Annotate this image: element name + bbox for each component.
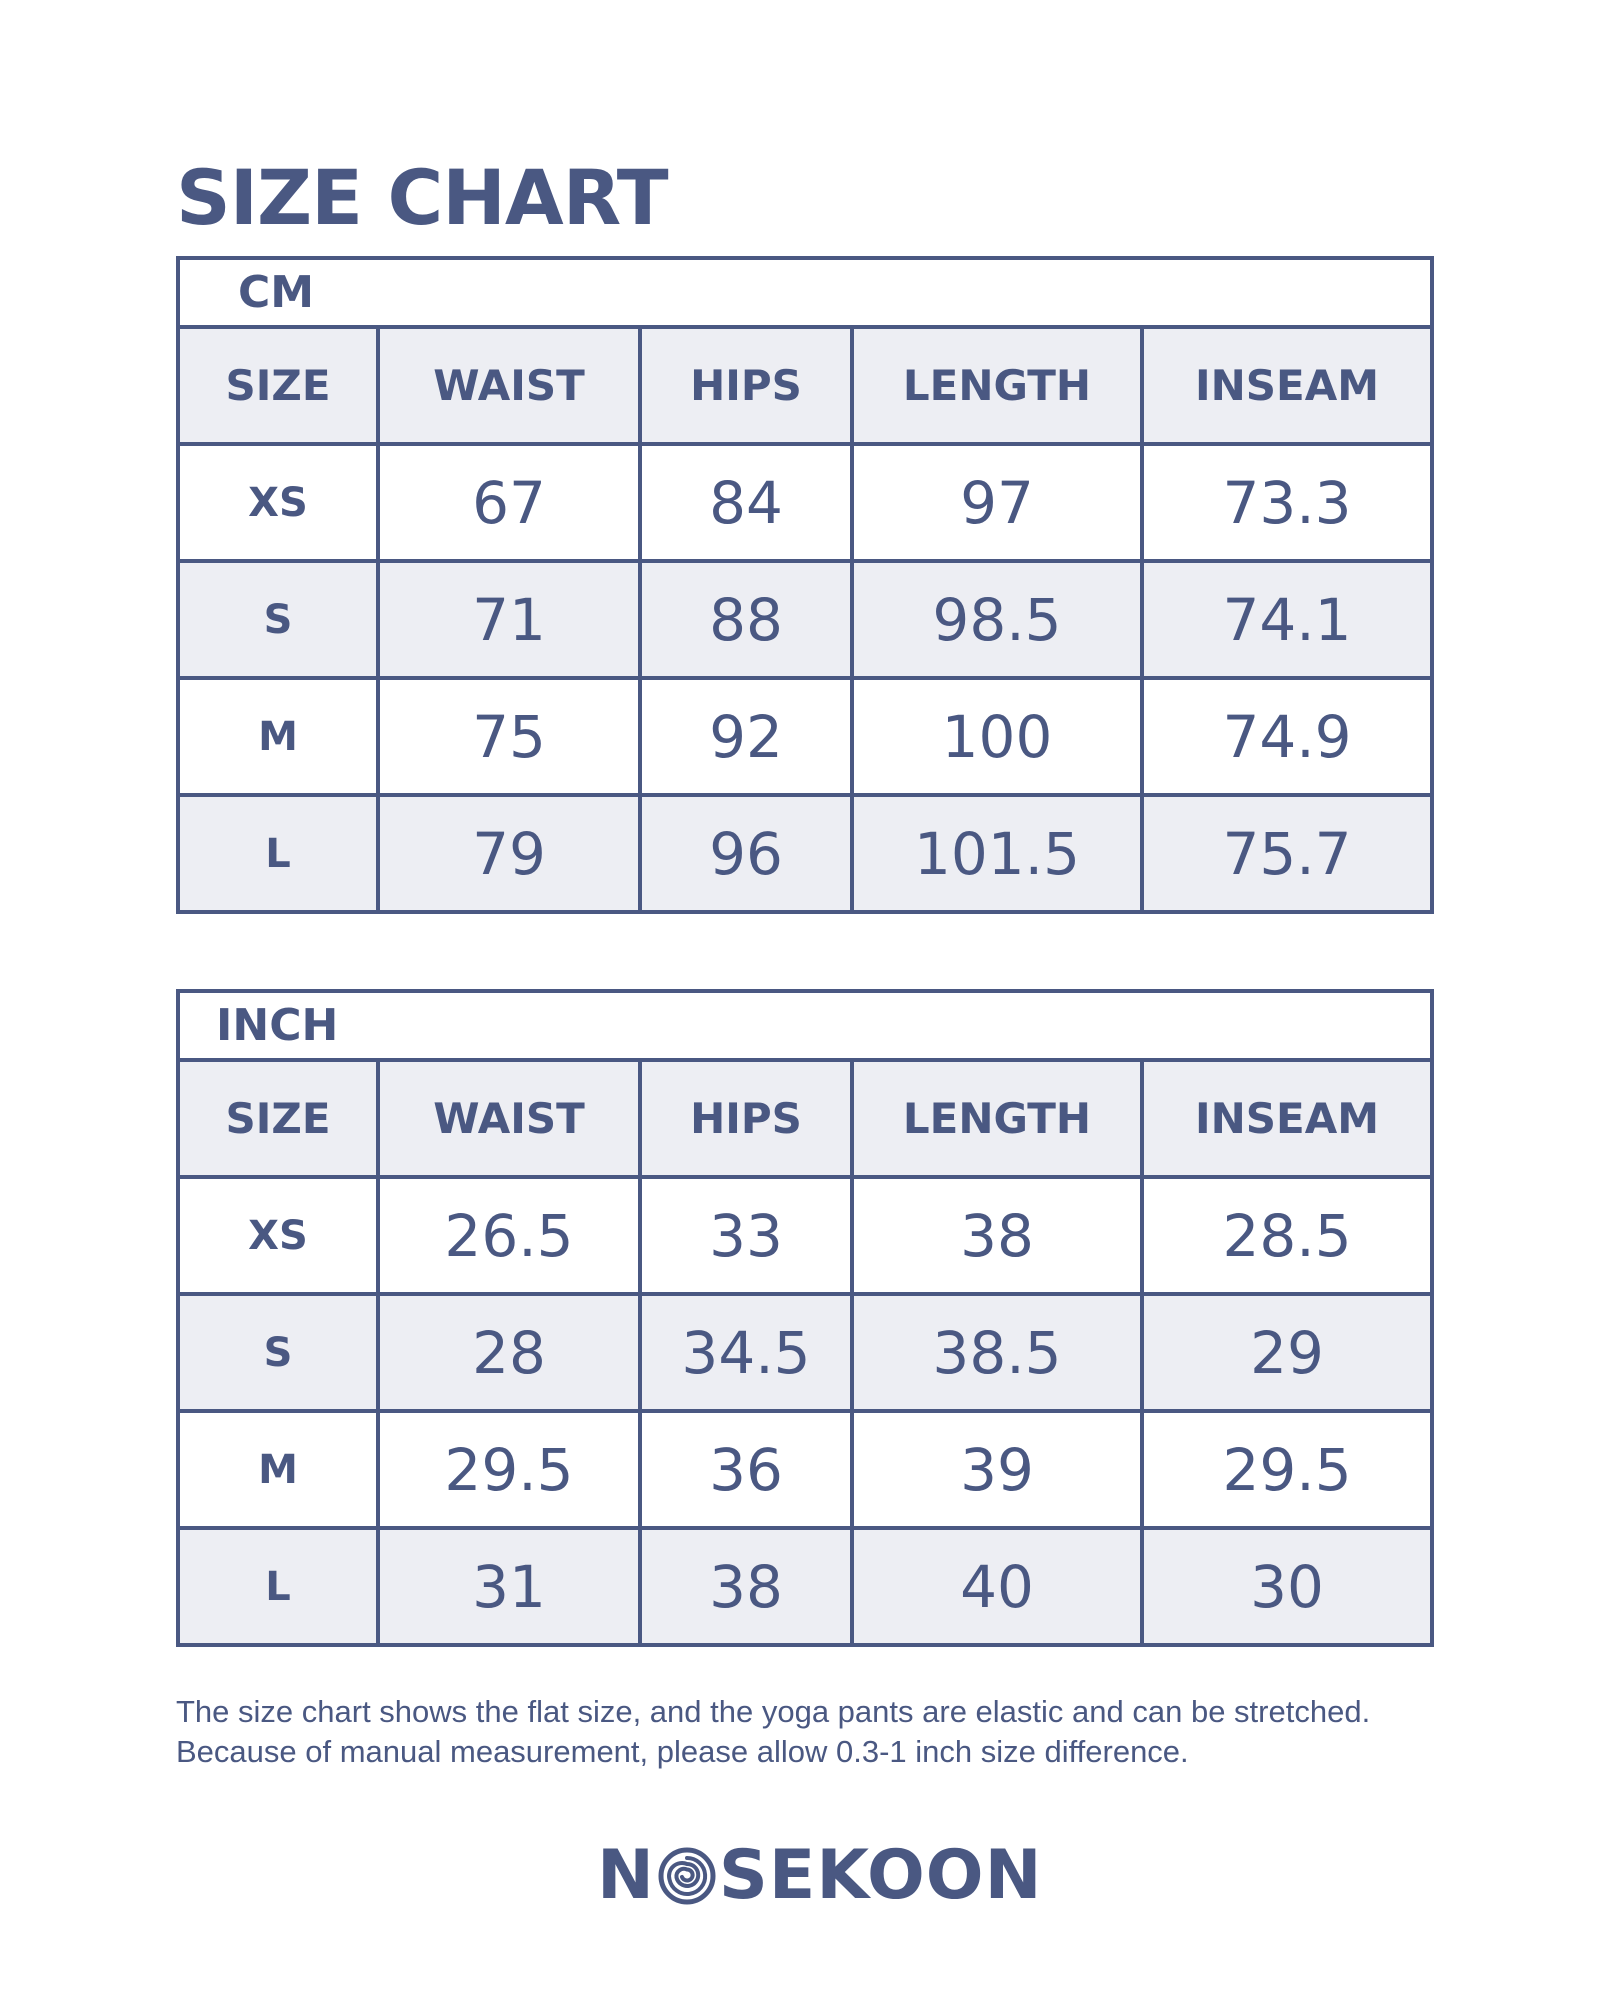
inseam-cell: 29 xyxy=(1142,1294,1432,1411)
column-header-inseam: INSEAM xyxy=(1142,327,1432,444)
size-cell: S xyxy=(178,561,378,678)
column-header-waist: WAIST xyxy=(378,327,640,444)
footnote-line: The size chart shows the flat size, and the yoga pants are elastic and can be stretched. xyxy=(176,1694,1371,1729)
column-header-row xyxy=(178,327,1432,444)
unit-label: CM xyxy=(178,258,1432,327)
waist-cell: 29.5 xyxy=(378,1411,640,1528)
hips-cell: 36 xyxy=(640,1411,852,1528)
hips-cell: 92 xyxy=(640,678,852,795)
size-cell: S xyxy=(178,1294,378,1411)
hips-cell: 38 xyxy=(640,1528,852,1645)
column-header-row xyxy=(178,1060,1432,1177)
column-header-inseam: INSEAM xyxy=(1142,1060,1432,1177)
inseam-cell: 28.5 xyxy=(1142,1177,1432,1294)
size-cell: M xyxy=(178,678,378,795)
table-row xyxy=(178,1294,1432,1411)
size-cell: L xyxy=(178,1528,378,1645)
length-cell: 38 xyxy=(852,1177,1142,1294)
hips-cell: 88 xyxy=(640,561,852,678)
brand-suffix: SEKOON xyxy=(718,1836,1043,1915)
inseam-cell: 75.7 xyxy=(1142,795,1432,912)
unit-label: INCH xyxy=(178,991,1432,1060)
hips-cell: 84 xyxy=(640,444,852,561)
length-cell: 101.5 xyxy=(852,795,1142,912)
unit-header-row xyxy=(178,991,1432,1060)
inseam-cell: 74.9 xyxy=(1142,678,1432,795)
length-cell: 97 xyxy=(852,444,1142,561)
table-row xyxy=(178,678,1432,795)
unit-header-row xyxy=(178,258,1432,327)
waist-cell: 79 xyxy=(378,795,640,912)
column-header-length: LENGTH xyxy=(852,327,1142,444)
hips-cell: 96 xyxy=(640,795,852,912)
column-header-size: SIZE xyxy=(178,327,378,444)
table-row xyxy=(178,795,1432,912)
column-header-size: SIZE xyxy=(178,1060,378,1177)
hips-cell: 34.5 xyxy=(640,1294,852,1411)
size-cell: XS xyxy=(178,1177,378,1294)
footnote xyxy=(176,1692,1456,1772)
column-header-hips: HIPS xyxy=(640,1060,852,1177)
waist-cell: 71 xyxy=(378,561,640,678)
inseam-cell: 74.1 xyxy=(1142,561,1432,678)
page-title: SIZE CHART xyxy=(176,153,668,242)
column-header-hips: HIPS xyxy=(640,327,852,444)
size-cell: M xyxy=(178,1411,378,1528)
column-header-length: LENGTH xyxy=(852,1060,1142,1177)
waist-cell: 31 xyxy=(378,1528,640,1645)
table-row xyxy=(178,1411,1432,1528)
spiral-o-icon xyxy=(657,1846,717,1906)
length-cell: 38.5 xyxy=(852,1294,1142,1411)
inseam-cell: 29.5 xyxy=(1142,1411,1432,1528)
waist-cell: 28 xyxy=(378,1294,640,1411)
table-row xyxy=(178,561,1432,678)
inseam-cell: 30 xyxy=(1142,1528,1432,1645)
length-cell: 40 xyxy=(852,1528,1142,1645)
waist-cell: 26.5 xyxy=(378,1177,640,1294)
length-cell: 39 xyxy=(852,1411,1142,1528)
waist-cell: 75 xyxy=(378,678,640,795)
length-cell: 98.5 xyxy=(852,561,1142,678)
size-table-cm xyxy=(176,256,1434,914)
size-cell: XS xyxy=(178,444,378,561)
brand-prefix: N xyxy=(597,1836,655,1915)
waist-cell: 67 xyxy=(378,444,640,561)
table-row xyxy=(178,444,1432,561)
table-row xyxy=(178,1528,1432,1645)
column-header-waist: WAIST xyxy=(378,1060,640,1177)
footnote-line: Because of manual measurement, please allow 0.3-1 inch size difference. xyxy=(176,1734,1189,1769)
length-cell: 100 xyxy=(852,678,1142,795)
hips-cell: 33 xyxy=(640,1177,852,1294)
size-table-inch xyxy=(176,989,1434,1647)
brand-logo xyxy=(597,1836,1043,1915)
inseam-cell: 73.3 xyxy=(1142,444,1432,561)
table-row xyxy=(178,1177,1432,1294)
size-cell: L xyxy=(178,795,378,912)
